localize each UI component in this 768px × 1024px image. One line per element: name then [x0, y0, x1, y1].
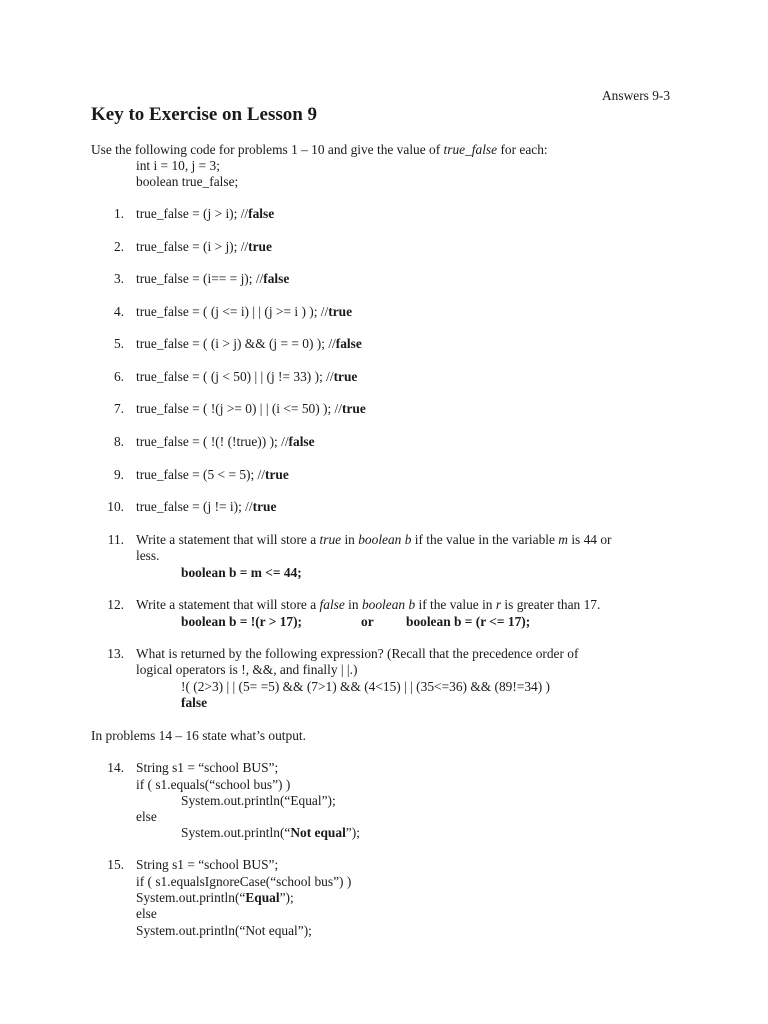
- code-line: else: [136, 809, 157, 824]
- problem-answer: false: [248, 206, 275, 221]
- problem-number: 4.: [113, 304, 124, 319]
- problem-code: true_false = ( (j < 50) | | (j != 33) ); //: [136, 369, 334, 384]
- problem-number: 6.: [113, 369, 124, 384]
- answer-code: false: [181, 695, 208, 710]
- question-text: if the value in: [415, 597, 496, 612]
- problem-11-question: [136, 532, 612, 548]
- problem-code: true_false = (i== = j); //: [136, 271, 264, 286]
- problem-number: 15.: [107, 857, 124, 872]
- question-italic: boolean b: [361, 597, 416, 612]
- problem-answer: true: [252, 499, 277, 514]
- question-text: is greater than 17.: [501, 597, 601, 612]
- answer-code: boolean b = (r <= 17);: [406, 614, 531, 629]
- code-line: [136, 890, 294, 906]
- problem-2: [136, 239, 272, 255]
- problem-number: 12.: [107, 597, 124, 612]
- problem-code: true_false = (5 < = 5); //: [136, 467, 266, 482]
- code-line: boolean true_false;: [136, 174, 239, 189]
- code-text: ”);: [345, 825, 360, 840]
- answer-or: or: [361, 614, 374, 629]
- problem-8: [136, 434, 315, 450]
- problem-number: 2.: [113, 239, 124, 254]
- problem-11-answer: [181, 565, 302, 581]
- code-text: System.out.println(“: [181, 825, 291, 840]
- problem-answer: true: [342, 401, 366, 416]
- code-line: else: [136, 906, 157, 921]
- question-italic: r: [495, 597, 502, 612]
- problem-answer: true: [265, 467, 289, 482]
- problem-number: 11.: [107, 532, 124, 547]
- code-line: String s1 = “school BUS”;: [136, 760, 279, 775]
- problem-number: 7.: [113, 401, 124, 416]
- problem-6: [136, 369, 357, 385]
- problem-1: [136, 206, 274, 222]
- problem-3: [136, 271, 289, 287]
- code-line: int i = 10, j = 3;: [136, 158, 220, 173]
- problem-number: 9.: [113, 467, 124, 482]
- problem-5: [136, 336, 362, 352]
- answer-output: Equal: [245, 890, 280, 905]
- problem-answer: true: [328, 304, 353, 319]
- problem-number: 1.: [113, 206, 124, 221]
- document-title: Key to Exercise on Lesson 9: [91, 104, 318, 125]
- problem-7: [136, 401, 366, 417]
- code-line: [181, 825, 360, 841]
- intro-text-end: for each:: [497, 142, 548, 157]
- problem-code: true_false = ( !(! (!true)) ); //: [136, 434, 289, 449]
- answer-code: boolean b = !(r > 17);: [181, 614, 303, 629]
- problem-12-answer-a: [181, 614, 302, 630]
- intro-variable: true_false: [443, 142, 498, 157]
- problem-answer: false: [335, 336, 362, 351]
- problem-11-question-cont: less.: [136, 548, 160, 563]
- question-text: if the value in the variable: [411, 532, 559, 547]
- intro-text: Use the following code for problems 1 – 10 and give the value of: [91, 142, 444, 157]
- question-italic: m: [558, 532, 568, 547]
- problem-12-question: [136, 597, 600, 613]
- problem-number: 5.: [113, 336, 124, 351]
- code-text: System.out.println(“: [136, 890, 246, 905]
- question-text: Write a statement that will store a: [136, 532, 320, 547]
- problem-answer: true: [248, 239, 272, 254]
- section-instruction: In problems 14 – 16 state what’s output.: [91, 728, 306, 743]
- question-text: in: [344, 597, 362, 612]
- problem-10: [136, 499, 276, 515]
- code-line: if ( s1.equals(“school bus”) ): [136, 777, 291, 792]
- code-text: ”);: [279, 890, 294, 905]
- problem-number: 10.: [107, 499, 124, 514]
- question-text: Write a statement that will store a: [136, 597, 320, 612]
- page-label: Answers 9-3: [602, 88, 671, 103]
- problem-answer: false: [288, 434, 315, 449]
- problem-9: [136, 467, 289, 483]
- question-italic: true: [319, 532, 342, 547]
- problem-4: [136, 304, 352, 320]
- problem-code: true_false = ( (j <= i) | | (j >= i ) ); //: [136, 304, 329, 319]
- problem-13-expression: !( (2>3) | | (5= =5) && (7>1) && (4<15) | | (35<=36) && (89!=34) ): [181, 679, 551, 694]
- answer-code: boolean b = m <= 44;: [181, 565, 302, 580]
- question-italic: boolean b: [358, 532, 412, 547]
- answer-output: Not equal: [290, 825, 346, 840]
- code-line: if ( s1.equalsIgnoreCase(“school bus”) ): [136, 874, 352, 889]
- problem-13-question: What is returned by the following expression? (Recall that the precedence order of: [136, 646, 579, 661]
- problem-code: true_false = (i > j); //: [136, 239, 249, 254]
- code-line: System.out.println(“Not equal”);: [136, 923, 312, 938]
- problem-answer: false: [263, 271, 290, 286]
- problem-13-question-cont: logical operators is !, &&, and finally | |.): [136, 662, 358, 677]
- code-line: System.out.println(“Equal”);: [181, 793, 336, 808]
- problem-number: 8.: [113, 434, 124, 449]
- problem-code: true_false = ( (i > j) && (j = = 0) ); //: [136, 336, 336, 351]
- problem-code: true_false = ( !(j >= 0) | | (i <= 50) ); //: [136, 401, 342, 416]
- intro-instruction: [91, 142, 548, 158]
- problem-number: 3.: [113, 271, 124, 286]
- question-italic: false: [319, 597, 345, 612]
- question-text: in: [341, 532, 359, 547]
- problem-code: true_false = (j > i); //: [136, 206, 249, 221]
- problem-answer: true: [333, 369, 358, 384]
- problem-code: true_false = (j != i); //: [136, 499, 253, 514]
- problem-number: 14.: [107, 760, 124, 775]
- problem-13-answer: [181, 695, 207, 711]
- problem-12-or: [361, 614, 374, 630]
- code-line: String s1 = “school BUS”;: [136, 857, 279, 872]
- question-text: is 44 or: [567, 532, 612, 547]
- problem-12-answer-b: [406, 614, 530, 630]
- problem-number: 13.: [107, 646, 124, 661]
